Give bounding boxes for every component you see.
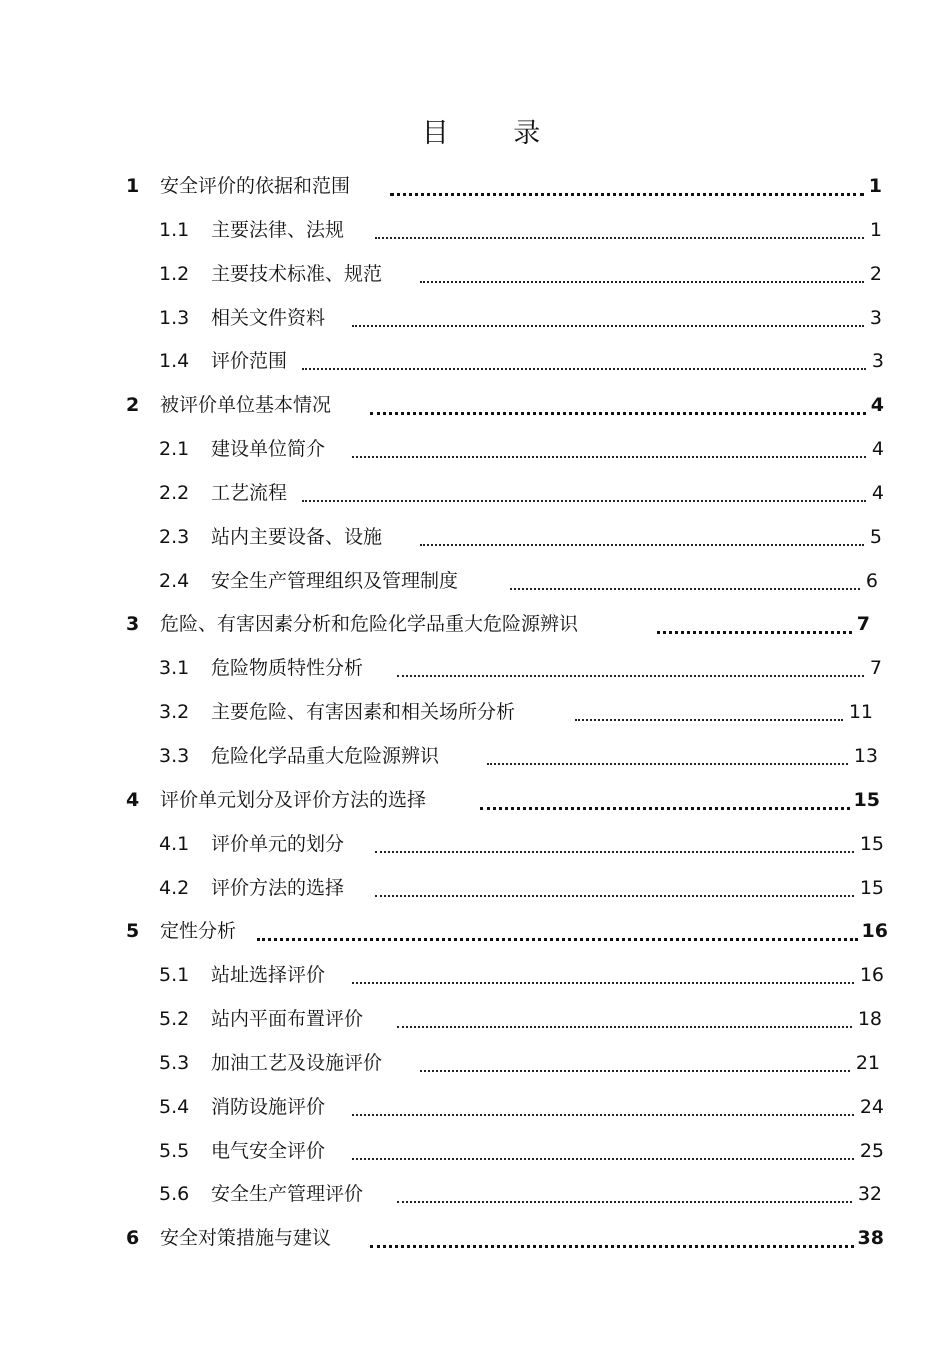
dot-leader: [370, 412, 866, 415]
dot-leader: [420, 281, 864, 283]
toc-entry-number: 3.2: [159, 701, 190, 724]
toc-entry-label: 主要危险、有害因素和相关场所分析: [211, 701, 516, 724]
toc-chapter-entry: [0, 164, 950, 208]
toc-section-entry: [0, 471, 950, 515]
toc-entry-label: 危险化学品重大危险源辨识: [211, 744, 440, 767]
toc-section-entry: [0, 866, 950, 910]
toc-entry-page-number: 2: [869, 262, 882, 285]
toc-entry-page-number: 25: [859, 1139, 884, 1162]
toc-section-entry: [0, 1172, 950, 1216]
toc-entry-page-number: 21: [855, 1051, 880, 1074]
toc-section-entry: [0, 646, 950, 690]
toc-entry-number: 5.3: [159, 1051, 190, 1074]
toc-entry-number: 5: [126, 920, 140, 943]
toc-entry-label: 安全对策措施与建议: [160, 1227, 332, 1250]
dot-leader: [575, 719, 843, 721]
table-of-contents: [0, 164, 950, 1260]
toc-entry-page-number: 32: [857, 1183, 882, 1206]
toc-chapter-entry: [0, 778, 950, 822]
toc-chapter-entry: [0, 909, 950, 953]
toc-entry-label: 主要法律、法规: [211, 218, 345, 241]
dot-leader: [657, 631, 852, 634]
dot-leader: [257, 938, 858, 941]
toc-entry-number: 4.2: [159, 876, 190, 899]
dot-leader: [420, 544, 864, 546]
toc-chapter-entry: [0, 383, 950, 427]
toc-section-entry: [0, 339, 950, 383]
toc-entry-number: 3: [126, 613, 140, 636]
toc-entry-page-number: 4: [870, 394, 884, 417]
toc-entry-page-number: 1: [868, 175, 882, 197]
dot-leader: [352, 325, 864, 327]
toc-entry-page-number: 4: [871, 481, 884, 504]
toc-entry-page-number: 24: [859, 1095, 884, 1118]
dot-leader: [352, 1114, 854, 1116]
dot-leader: [397, 675, 864, 677]
toc-entry-page-number: 18: [857, 1008, 882, 1031]
toc-section-entry: [0, 734, 950, 778]
toc-entry-page-number: 38: [857, 1227, 884, 1250]
page-title: 目 录: [421, 118, 569, 149]
toc-section-entry: [0, 252, 950, 296]
dot-leader: [302, 368, 866, 370]
toc-entry-label: 危险物质特性分析: [211, 657, 364, 680]
toc-entry-number: 2.3: [159, 525, 190, 548]
toc-entry-label: 安全评价的依据和范围: [160, 175, 351, 197]
toc-entry-page-number: 7: [869, 657, 882, 680]
toc-entry-label: 被评价单位基本情况: [160, 394, 332, 417]
toc-entry-label: 危险、有害因素分析和危险化学品重大危险源辨识: [160, 613, 579, 636]
toc-entry-number: 6: [126, 1227, 140, 1250]
toc-entry-label: 评价方法的选择: [211, 876, 345, 899]
dot-leader: [375, 237, 864, 239]
dot-leader: [390, 193, 864, 196]
toc-entry-number: 5.1: [159, 964, 190, 987]
toc-entry-label: 加油工艺及设施评价: [211, 1051, 383, 1074]
toc-section-entry: [0, 208, 950, 252]
toc-entry-number: 1.3: [159, 306, 190, 329]
toc-entry-number: 1.1: [159, 218, 190, 241]
toc-section-entry: [0, 515, 950, 559]
toc-entry-number: 4.1: [159, 832, 190, 855]
toc-section-entry: [0, 1041, 950, 1085]
toc-entry-page-number: 16: [861, 920, 888, 943]
dot-leader: [352, 1158, 854, 1160]
toc-entry-label: 评价单元划分及评价方法的选择: [160, 788, 427, 811]
toc-section-entry: [0, 559, 950, 603]
toc-entry-label: 安全生产管理组织及管理制度: [211, 569, 459, 592]
toc-section-entry: [0, 822, 950, 866]
toc-entry-page-number: 6: [865, 569, 878, 592]
toc-entry-page-number: 5: [869, 525, 882, 548]
toc-entry-number: 1.2: [159, 262, 190, 285]
toc-entry-page-number: 3: [869, 306, 882, 329]
toc-entry-label: 建设单位简介: [211, 438, 326, 461]
toc-section-entry: [0, 296, 950, 340]
dot-leader: [397, 1026, 852, 1028]
toc-entry-number: 5.2: [159, 1008, 190, 1031]
toc-entry-number: 5.6: [159, 1183, 190, 1206]
toc-entry-label: 工艺流程: [211, 481, 288, 504]
toc-entry-page-number: 1: [869, 218, 882, 241]
toc-entry-label: 评价单元的划分: [211, 832, 345, 855]
toc-entry-number: 1.4: [159, 350, 190, 373]
toc-entry-number: 5.4: [159, 1095, 190, 1118]
toc-entry-label: 站址选择评价: [211, 964, 326, 987]
toc-entry-label: 站内平面布置评价: [211, 1008, 364, 1031]
toc-section-entry: [0, 997, 950, 1041]
dot-leader: [397, 1201, 852, 1203]
toc-entry-label: 站内主要设备、设施: [211, 525, 383, 548]
toc-entry-label: 主要技术标准、规范: [211, 262, 383, 285]
toc-section-entry: [0, 690, 950, 734]
toc-entry-number: 2: [126, 394, 140, 417]
dot-leader: [352, 456, 866, 458]
toc-entry-page-number: 7: [856, 613, 870, 636]
toc-entry-number: 3.1: [159, 657, 190, 680]
toc-entry-label: 安全生产管理评价: [211, 1183, 364, 1206]
toc-entry-page-number: 15: [853, 788, 880, 811]
toc-chapter-entry: [0, 1216, 950, 1260]
toc-entry-number: 2.1: [159, 438, 190, 461]
toc-entry-page-number: 4: [871, 438, 884, 461]
toc-section-entry: [0, 1129, 950, 1173]
dot-leader: [352, 982, 854, 984]
toc-chapter-entry: [0, 602, 950, 646]
toc-entry-number: 1: [126, 175, 140, 197]
toc-section-entry: [0, 427, 950, 471]
toc-entry-label: 电气安全评价: [211, 1139, 326, 1162]
dot-leader: [375, 895, 854, 897]
toc-entry-number: 2.2: [159, 481, 190, 504]
toc-entry-page-number: 15: [859, 876, 884, 899]
toc-entry-page-number: 11: [848, 701, 873, 724]
toc-entry-label: 评价范围: [211, 350, 288, 373]
toc-entry-label: 消防设施评价: [211, 1095, 326, 1118]
dot-leader: [375, 851, 854, 853]
toc-entry-page-number: 13: [853, 744, 878, 767]
toc-entry-number: 3.3: [159, 744, 190, 767]
toc-entry-number: 4: [126, 788, 140, 811]
dot-leader: [510, 588, 860, 590]
dot-leader: [370, 1245, 854, 1248]
toc-entry-number: 5.5: [159, 1139, 190, 1162]
toc-section-entry: [0, 953, 950, 997]
toc-entry-page-number: 16: [859, 964, 884, 987]
toc-entry-label: 定性分析: [160, 920, 237, 943]
dot-leader: [420, 1070, 850, 1072]
toc-entry-page-number: 3: [871, 350, 884, 373]
dot-leader: [487, 763, 848, 765]
toc-entry-number: 2.4: [159, 569, 190, 592]
toc-section-entry: [0, 1085, 950, 1129]
toc-entry-page-number: 15: [859, 832, 884, 855]
toc-entry-label: 相关文件资料: [211, 306, 326, 329]
dot-leader: [302, 500, 866, 502]
dot-leader: [480, 807, 850, 810]
